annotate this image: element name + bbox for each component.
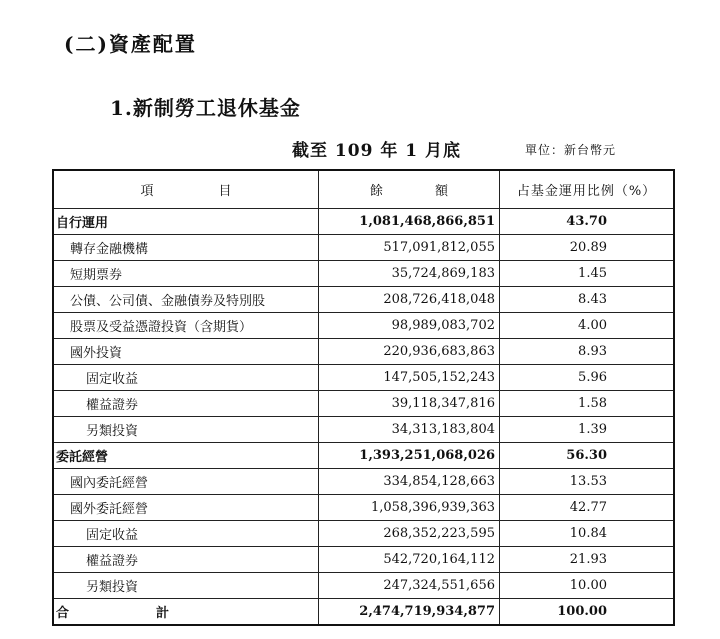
row-amount: 1,393,251,068,026	[319, 443, 500, 469]
total-label-second: 計	[156, 606, 170, 621]
table-row	[53, 547, 674, 573]
row-item-label: 公債、公司債、金融債券及特別股	[53, 287, 319, 313]
row-percent: 43.70	[500, 209, 675, 235]
table-row	[53, 313, 674, 339]
total-percent: 100.00	[500, 599, 675, 626]
row-percent: 8.93	[500, 339, 675, 365]
table-header-row	[53, 170, 674, 209]
asset-allocation-table	[52, 169, 675, 626]
row-item-label: 固定收益	[53, 365, 319, 391]
table-row	[53, 495, 674, 521]
row-item-label: 國外委託經營	[53, 495, 319, 521]
total-amount: 2,474,719,934,877	[319, 599, 500, 626]
row-amount: 517,091,812,055	[319, 235, 500, 261]
row-percent: 10.84	[500, 521, 675, 547]
table-row	[53, 235, 674, 261]
row-percent: 4.00	[500, 313, 675, 339]
subsection-title: 1.新制勞工退休基金	[110, 96, 301, 120]
row-percent: 1.58	[500, 391, 675, 417]
row-amount: 208,726,418,048	[319, 287, 500, 313]
row-item-label: 自行運用	[53, 209, 319, 235]
row-amount: 147,505,152,243	[319, 365, 500, 391]
row-item-label: 另類投資	[53, 417, 319, 443]
row-amount: 268,352,223,595	[319, 521, 500, 547]
row-item-label: 權益證券	[53, 391, 319, 417]
row-percent: 42.77	[500, 495, 675, 521]
table-row	[53, 339, 674, 365]
row-percent: 21.93	[500, 547, 675, 573]
header-amount: 餘 額	[319, 170, 500, 209]
row-item-label: 轉存金融機構	[53, 235, 319, 261]
row-amount: 220,936,683,863	[319, 339, 500, 365]
row-item-label: 另類投資	[53, 573, 319, 599]
table-row	[53, 209, 674, 235]
row-percent: 13.53	[500, 469, 675, 495]
total-row	[53, 599, 674, 626]
table-row	[53, 469, 674, 495]
row-percent: 56.30	[500, 443, 675, 469]
unit-label: 單位：新台幣元	[525, 143, 617, 157]
table-row	[53, 521, 674, 547]
row-item-label: 短期票券	[53, 261, 319, 287]
table-row	[53, 261, 674, 287]
table-row	[53, 391, 674, 417]
row-percent: 1.45	[500, 261, 675, 287]
row-amount: 1,058,396,939,363	[319, 495, 500, 521]
row-percent: 20.89	[500, 235, 675, 261]
row-amount: 39,118,347,816	[319, 391, 500, 417]
row-percent: 1.39	[500, 417, 675, 443]
row-amount: 34,313,183,804	[319, 417, 500, 443]
header-percent: 占基金運用比例（%）	[500, 170, 675, 209]
row-percent: 8.43	[500, 287, 675, 313]
row-amount: 1,081,468,866,851	[319, 209, 500, 235]
header-item: 項 目	[53, 170, 319, 209]
as-of-date: 截至 109 年 1 月底	[292, 141, 461, 161]
row-percent: 5.96	[500, 365, 675, 391]
table-row	[53, 417, 674, 443]
row-amount: 35,724,869,183	[319, 261, 500, 287]
row-item-label: 權益證券	[53, 547, 319, 573]
section-title: (二)資產配置	[64, 32, 197, 56]
table-row	[53, 443, 674, 469]
table-row	[53, 573, 674, 599]
total-label	[53, 599, 319, 626]
row-item-label: 國外投資	[53, 339, 319, 365]
row-amount: 334,854,128,663	[319, 469, 500, 495]
table-row	[53, 287, 674, 313]
row-item-label: 委託經營	[53, 443, 319, 469]
table-row	[53, 365, 674, 391]
row-percent: 10.00	[500, 573, 675, 599]
table-body	[53, 209, 674, 626]
row-item-label: 國內委託經營	[53, 469, 319, 495]
row-item-label: 股票及受益憑證投資（含期貨）	[53, 313, 319, 339]
row-amount: 98,989,083,702	[319, 313, 500, 339]
total-label-first: 合	[56, 606, 70, 621]
row-amount: 542,720,164,112	[319, 547, 500, 573]
row-item-label: 固定收益	[53, 521, 319, 547]
row-amount: 247,324,551,656	[319, 573, 500, 599]
